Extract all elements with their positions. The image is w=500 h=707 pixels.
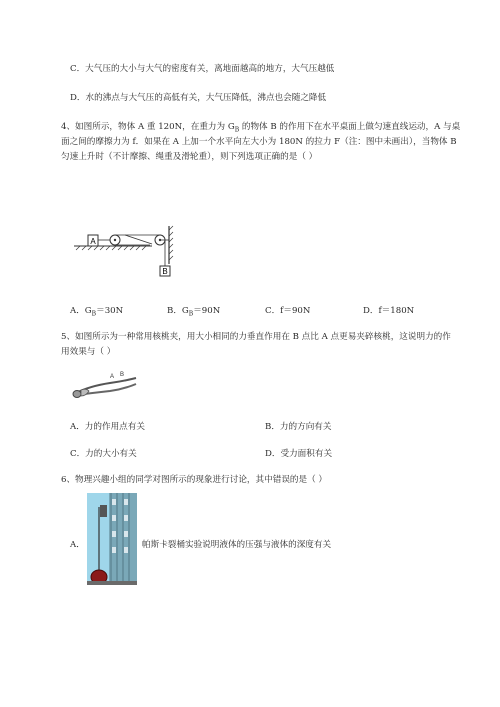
pascal-barrel-photo xyxy=(87,493,137,585)
q5-fig-label-b: B xyxy=(120,372,125,378)
q4-option-b-pre: B．G xyxy=(167,306,189,316)
q4-line1-head: 4、如图所示，物体 A 重 120N，在重力为 G xyxy=(61,122,235,132)
wall-hatching xyxy=(169,226,173,260)
q6-option-a-letter[interactable]: A． xyxy=(70,540,85,550)
q5-option-c[interactable]: C．力的大小有关 xyxy=(70,449,137,459)
q5-fig-label-a: A xyxy=(110,374,115,380)
table-hatching xyxy=(76,246,146,250)
nutcracker-hinge xyxy=(73,391,81,398)
q4-option-c[interactable]: C．f＝90N xyxy=(265,306,311,316)
rope-diagonal xyxy=(125,235,152,244)
q6-line1: 6、物理兴趣小组的同学对图所示的现象进行讨论，其中错误的是（ ） xyxy=(61,475,328,485)
q4-option-b[interactable] xyxy=(167,305,220,321)
person-on-balcony xyxy=(100,505,107,517)
q4-option-b-sub: B xyxy=(188,310,194,318)
q4-option-a-post: ＝30N xyxy=(96,306,124,316)
q5-option-d[interactable]: D．受力面积有关 xyxy=(265,449,333,459)
q4-option-a-sub: B xyxy=(91,310,97,318)
option-d-previous: D．水的沸点与大气压的高低有关，大气压降低，沸点也会随之降低 xyxy=(70,93,327,103)
q4-pulley-figure xyxy=(70,224,182,280)
q4-line1-tail: 的物体 B 的作用下在水平桌面上做匀速直线运动，A 与桌 xyxy=(239,122,461,132)
q5-line2: 用效果与（ ） xyxy=(61,347,116,357)
q4-line2: 面之间的摩擦力为 f．如果在 A 上加一个水平向左大小为 180N 的拉力 F（注：图中未画出），当物体 B xyxy=(61,137,457,147)
q4-option-a[interactable] xyxy=(70,305,123,321)
q5-option-a[interactable]: A．力的作用点有关 xyxy=(70,422,145,432)
q4-line3: 匀速上升时（不计摩擦、绳重及滑轮重），则下列选项正确的是（ ） xyxy=(61,152,318,162)
option-c-previous: C．大气压的大小与大气的密度有关，离地面越高的地方，大气压越低 xyxy=(70,64,335,74)
q6-option-a-text: 帕斯卡裂桶实验说明液体的压强与液体的深度有关 xyxy=(142,540,332,550)
nutcracker-jaw xyxy=(81,389,89,396)
q5-option-b[interactable]: B．力的方向有关 xyxy=(265,422,332,432)
ground xyxy=(87,581,137,585)
q5-nutcracker-figure xyxy=(70,369,142,405)
q4-option-b-post: ＝90N xyxy=(193,306,221,316)
block-b-label: B xyxy=(162,267,168,276)
movable-pulley-axle xyxy=(114,239,116,241)
q4-line1-sub: B xyxy=(234,126,240,134)
q4-line1 xyxy=(61,121,460,137)
block-a-label: A xyxy=(90,237,96,246)
q4-option-d[interactable]: D．f＝180N xyxy=(363,306,415,316)
q4-option-a-pre: A．G xyxy=(70,306,92,316)
q5-line1: 5、如图所示为一种常用核桃夹，用大小相同的力垂直作用在 B 点比 A 点更易夹碎核桃，这说明力的作 xyxy=(61,332,451,342)
